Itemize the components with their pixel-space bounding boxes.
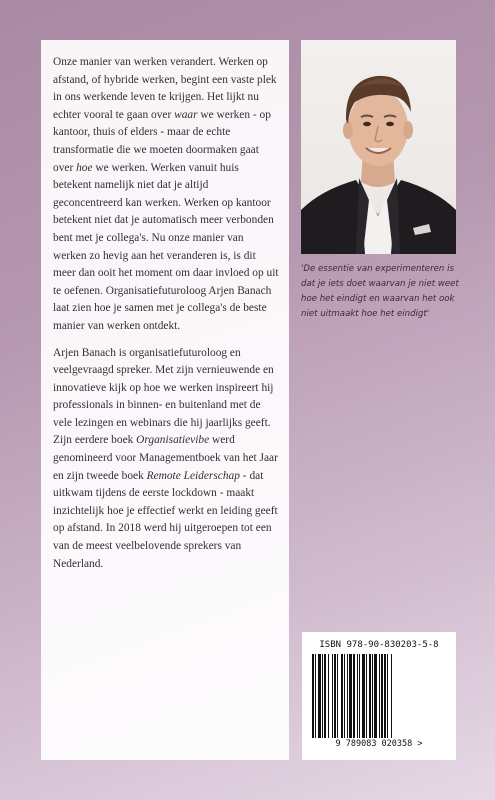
isbn-digits: 9 789083 020358 > — [335, 739, 423, 749]
author-photo — [301, 40, 456, 254]
isbn-label: ISBN 978-90-830203-5-8 — [319, 640, 439, 650]
isbn-barcode — [302, 632, 456, 760]
blurb-paragraph: Onze manier van werken verandert. Werken op afstand, of hybride werken, begint een vaste plek in ons werkende leven te krijgen. Het lijkt nu echter vooral te gaan over waar we werken - op kantoor, thuis of elders - maar de echte transformatie die we moeten doormaken gaat over hoe we werken. Werken vanuit huis betekent namelijk niet dat je altijd geconcentreerd kan werken. Werken op kantoor betekent niet dat je automatisch meer verbonden bent met je collega's. Nu onze manier van werken zo hevig aan het veranderen is, is dit meer dan ooit het moment om daar invloed op uit te oefenen. Organisatiefuturoloog Arjen Banach laat zien hoe je samen met je collega's de beste manier van werken ontdekt. — [53, 56, 279, 332]
back-cover-text-panel — [41, 40, 289, 760]
author-bio-paragraph: Arjen Banach is organisatiefuturoloog en veelgevraagd spreker. Met zijn vernieuwende en innovatieve kijk op hoe we werken inspireert hij professionals in binnen- en buitenland met de vele lezingen en webinars die hij jaarlijks geeft. Zijn eerdere boek Organisatievibe werd genomineerd voor Managementboek van het Jaar en zijn tweede boek Remote Leiderschap - dat uitkwam tijdens de eerste lockdown - maakt inzichtelijk hoe je effectief werkt en leiding geeft op afstand. In 2018 werd hij uitgeroepen tot een van de meest veelbelovende sprekers van Nederland. — [53, 346, 278, 570]
barcode-bars — [309, 654, 449, 738]
author-portrait-illustration — [301, 40, 456, 254]
author-quote: 'De essentie van experimenteren is dat je iets doet waarvan je niet weet hoe het eindigt en waarvan het ook niet uitmaakt hoe het eindigt' — [301, 264, 459, 319]
